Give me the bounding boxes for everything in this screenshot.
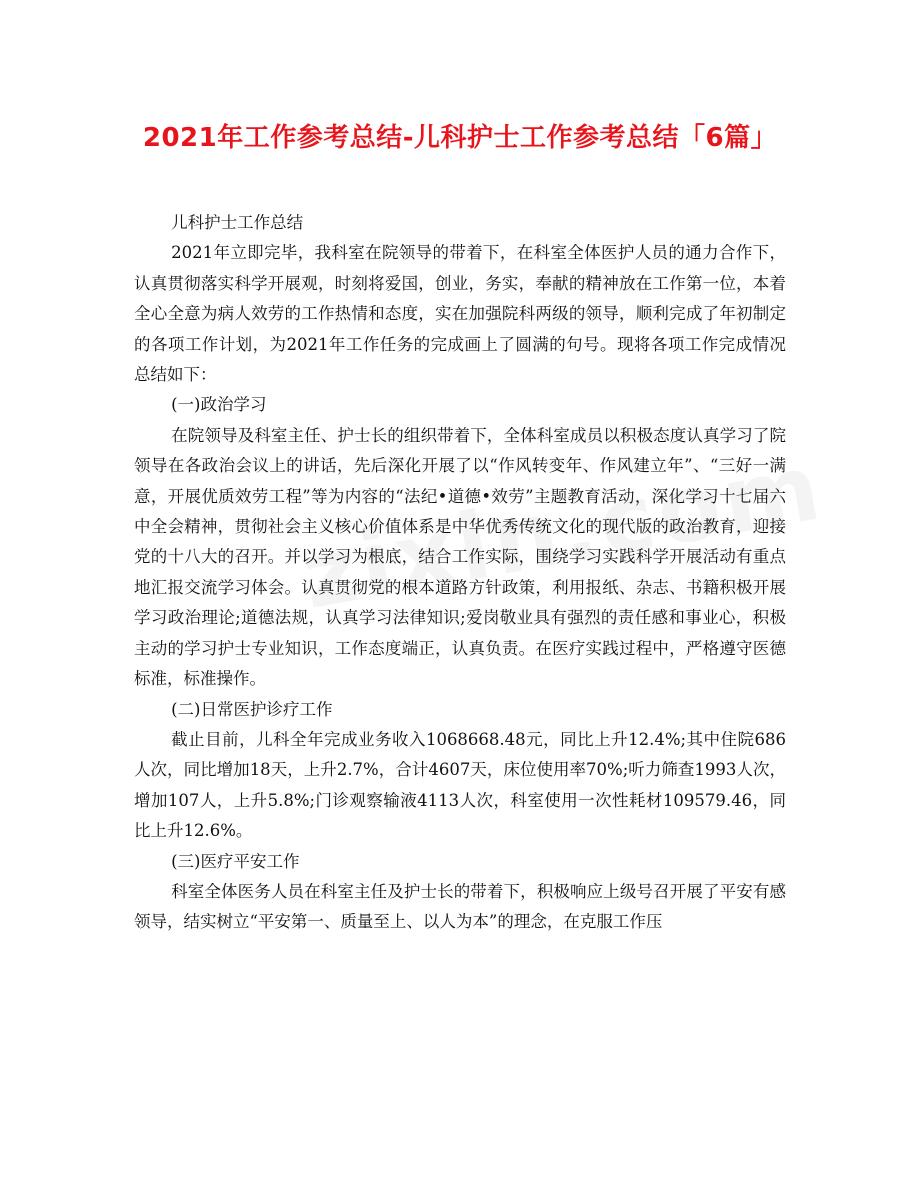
document-title: 2021年工作参考总结-儿科护士工作参考总结「6篇」 (142, 123, 778, 153)
section-heading: 儿科护士工作总结 (171, 213, 304, 232)
section-heading: (二)日常医护诊疗工作 (171, 699, 333, 719)
paragraph: 科室全体医务人员在科室主任及护士长的带着下，积极响应上级号召开展了平安有感领导，结实树立“平安第一、质量至上、以人为本”的理念，在克服工作压 (134, 881, 786, 932)
document-body (134, 208, 786, 938)
paragraph: 在院领导及科室主任、护士长的组织带着下，全体科室成员以积极态度认真学习了院领导在各政治会议上的讲话，先后深化开展了以“作风转变年、作风建立年”、“三好一满意，开展优质效劳工程”等为内容的“法纪•道德•效劳”主题教育活动，深化学习十七届六中全会精神，贯彻社会主义核心价值体系是中华优秀传统文化的现代版的政治教育，迎接党的十八大的召开。并以学习为根底，结合工作实际，围绕学习实践科学开展活动有重点地汇报交流学习体会。认真贯彻党的根本道路方针政策，利用报纸、杂志、书籍积极开展学习政治理论;道德法规，认真学习法律知识;爱岗敬业具有强烈的责任感和事业心，积极主动的学习护士专业知识，工作态度端正，认真负责。在医疗实践过程中，严格遵守医德标准，标准操作。 (134, 425, 786, 689)
paragraph: 2021年立即完毕，我科室在院领导的带着下，在科室全体医护人员的通力合作下，认真贯彻落实科学开展观，时刻将爱国，创业，务实，奉献的精神放在工作第一位，本着全心全意为病人效劳的工作热情和态度，实在加强院科两级的领导，顺利完成了年初制定的各项工作计划，为2021年工作任务的完成画上了圆满的句号。现将各项工作完成情况总结如下： (134, 243, 786, 385)
section-heading: (三)医疗平安工作 (171, 851, 300, 871)
section-heading: (一)政治学习 (171, 395, 267, 415)
paragraph: 截止目前，儿科全年完成业务收入1068668.48元，同比上升12.4%;其中住院686人次，同比增加18天，上升2.7%，合计4607天，床位使用率70%;听力筛查1993人次，增加107人，上升5.8%;门诊观察输液4113人次，科室使用一次性耗材109579.46，同比上升12.6%。 (134, 729, 786, 841)
